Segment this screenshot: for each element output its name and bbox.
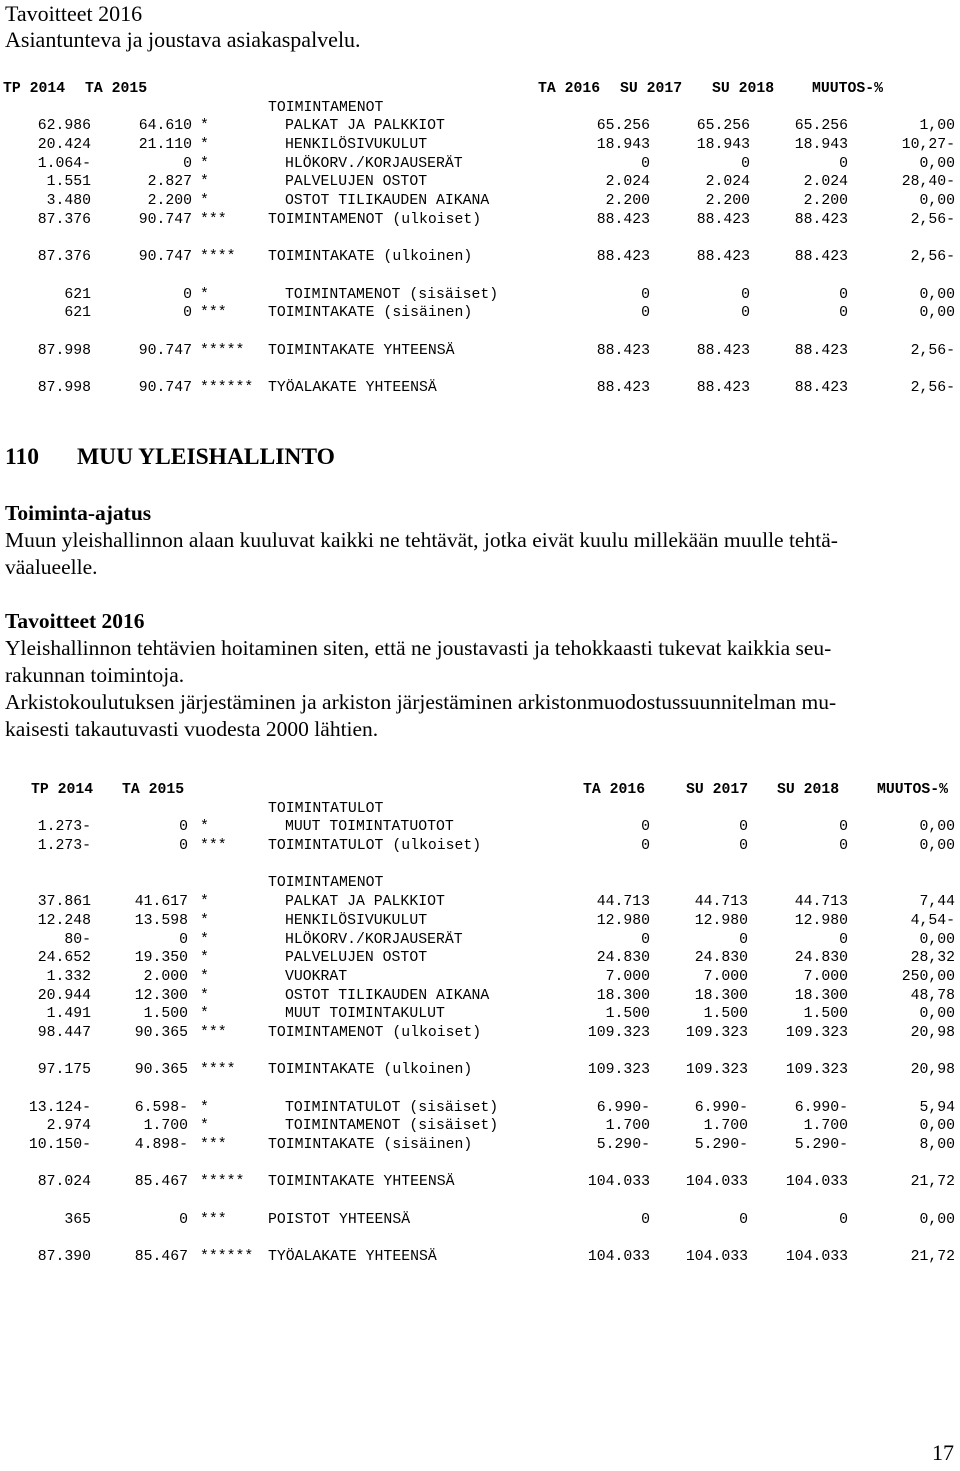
table-row (0, 1136, 960, 1155)
idea-heading: Toiminta-ajatus (5, 501, 152, 525)
cell-tp2014: 37.861 (37, 894, 91, 911)
table-row (0, 987, 960, 1006)
cell-level-marker: * (200, 931, 209, 948)
cell-change-pct: 1,00 (919, 118, 955, 135)
cell-ta2015: 90.365 (134, 1062, 188, 1079)
cell-change-pct: 250,00 (901, 968, 955, 985)
cell-tp2014: 87.376 (37, 211, 91, 228)
cell-tp2014: 87.376 (37, 249, 91, 266)
cell-ta2016: 1.700 (605, 1118, 650, 1135)
cell-ta2015: 1.700 (143, 1118, 188, 1135)
cell-tp2014: 1.491 (46, 1006, 91, 1023)
cell-su2017: 0 (739, 931, 748, 948)
group-title: TOIMINTAMENOT (268, 99, 384, 116)
page-number: 17 (932, 1440, 954, 1465)
cell-ta2015: 85.467 (134, 1174, 188, 1191)
cell-tp2014: 1.551 (46, 174, 91, 191)
cell-account-name: OSTOT TILIKAUDEN AIKANA (285, 193, 490, 210)
cell-ta2015: 0 (179, 819, 188, 836)
cell-ta2016: 2.024 (605, 174, 650, 191)
group-title-row (0, 874, 960, 893)
goals-text: Asiantunteva ja joustava asiakaspalvelu. (5, 27, 361, 52)
table-header-row (0, 80, 960, 99)
cell-tp2014: 98.447 (37, 1024, 91, 1041)
cell-su2017: 104.033 (685, 1174, 748, 1191)
cell-account-name: PALVELUJEN OSTOT (285, 950, 428, 967)
cell-level-marker: *** (200, 1211, 227, 1228)
group-title-row (0, 99, 960, 118)
cell-ta2015: 2.827 (147, 174, 192, 191)
table-row (0, 931, 960, 950)
cell-su2017: 2.200 (705, 193, 750, 210)
column-header: SU 2018 (712, 81, 775, 97)
cell-tp2014: 1.273- (37, 819, 91, 836)
cell-ta2016: 5.290- (596, 1137, 650, 1154)
goals-heading: Tavoitteet 2016 (5, 609, 145, 633)
cell-tp2014: 621 (64, 286, 91, 303)
table-row (0, 968, 960, 987)
goals-text-line: Arkistokoulutuksen järjestäminen ja arkiston järjestäminen arkistonmuodostussuunnitelman mu- (5, 690, 837, 714)
cell-ta2015: 0 (183, 155, 192, 172)
goals-text-line: kaisesti takautuvasti vuodesta 2000 lähtien. (5, 717, 379, 741)
column-header: SU 2018 (777, 782, 840, 798)
cell-account-name: TYÖALAKATE YHTEENSÄ (268, 1249, 437, 1266)
cell-account-name: TYÖALAKATE YHTEENSÄ (268, 380, 437, 396)
cell-change-pct: 21,72 (910, 1174, 955, 1191)
cell-su2018: 88.423 (794, 380, 848, 396)
cell-change-pct: 2,56- (910, 342, 955, 359)
cell-tp2014: 97.175 (37, 1062, 91, 1079)
table-row (0, 1099, 960, 1118)
cell-level-marker: * (200, 193, 209, 210)
cell-ta2016: 0 (641, 286, 650, 303)
cell-ta2015: 4.898- (134, 1137, 188, 1154)
cell-ta2016: 88.423 (596, 211, 650, 228)
cell-tp2014: 24.652 (37, 950, 91, 967)
cell-level-marker: **** (200, 1062, 236, 1079)
cell-change-pct: 0,00 (919, 155, 955, 172)
cell-change-pct: 48,78 (910, 987, 955, 1004)
cell-su2017: 12.980 (694, 912, 748, 929)
table-row (0, 1005, 960, 1024)
idea-text-line: Muun yleishallinnon alaan kuuluvat kaikki ne tehtävät, jotka eivät kuulu millekään muulle tehtä- (5, 528, 838, 552)
cell-account-name: VUOKRAT (285, 968, 348, 985)
cell-ta2016: 24.830 (596, 950, 650, 967)
cell-account-name: HENKILÖSIVUKULUT (285, 912, 428, 929)
cell-ta2015: 90.747 (138, 380, 192, 396)
cell-ta2016: 109.323 (587, 1024, 650, 1041)
cell-tp2014: 62.986 (37, 118, 91, 135)
cell-level-marker: * (200, 1006, 209, 1023)
cell-su2017: 88.423 (696, 380, 750, 396)
cell-su2017: 2.024 (705, 174, 750, 191)
cell-account-name: POISTOT YHTEENSÄ (268, 1211, 411, 1228)
cell-account-name: PALKAT JA PALKKIOT (285, 894, 445, 911)
cell-su2017: 0 (741, 286, 750, 303)
goals-text-line: Yleishallinnon tehtävien hoitaminen siten, että ne joustavasti ja tehokkaasti tukevat kaikkia seu- (5, 636, 832, 660)
cell-su2018: 1.500 (803, 1006, 848, 1023)
column-header: TA 2015 (85, 81, 148, 97)
group-title: TOIMINTAMENOT (268, 875, 384, 892)
top-goals-block (5, 0, 361, 53)
cell-level-marker: * (200, 174, 209, 191)
cell-su2018: 2.024 (803, 174, 848, 191)
cell-tp2014: 1.332 (46, 968, 91, 985)
cell-tp2014: 10.150- (28, 1137, 91, 1154)
cell-ta2015: 0 (183, 286, 192, 303)
cell-ta2015: 90.747 (138, 211, 192, 228)
cell-su2017: 44.713 (694, 894, 748, 911)
cell-su2017: 18.300 (694, 987, 748, 1004)
cell-ta2015: 12.300 (134, 987, 188, 1004)
cell-tp2014: 13.124- (28, 1099, 91, 1116)
cell-ta2015: 0 (179, 931, 188, 948)
table-row (0, 248, 960, 267)
cell-su2018: 65.256 (794, 118, 848, 135)
cell-su2017: 65.256 (696, 118, 750, 135)
cell-level-marker: * (200, 819, 209, 836)
cell-su2018: 0 (839, 1211, 848, 1228)
cell-level-marker: * (200, 912, 209, 929)
cell-tp2014: 80- (64, 931, 91, 948)
goals-text-line: rakunnan toimintoja. (5, 663, 185, 687)
cell-su2018: 5.290- (794, 1137, 848, 1154)
column-header: TP 2014 (3, 81, 66, 97)
cell-account-name: HENKILÖSIVUKULUT (285, 137, 428, 154)
cell-su2017: 109.323 (685, 1024, 748, 1041)
column-header: TA 2016 (538, 81, 601, 97)
cell-change-pct: 0,00 (919, 193, 955, 210)
cell-su2017: 88.423 (696, 249, 750, 266)
cell-account-name: MUUT TOIMINTAKULUT (285, 1006, 445, 1023)
cell-account-name: TOIMINTAMENOT (sisäiset) (285, 286, 499, 303)
cell-su2017: 88.423 (696, 211, 750, 228)
cell-level-marker: *** (200, 211, 227, 228)
cell-ta2016: 0 (641, 1211, 650, 1228)
cell-ta2016: 88.423 (596, 342, 650, 359)
cell-ta2016: 65.256 (596, 118, 650, 135)
cell-account-name: TOIMINTAKATE (sisäinen) (268, 305, 473, 322)
table-row (0, 117, 960, 136)
cell-account-name: MUUT TOIMINTATUOTOT (285, 819, 454, 836)
cell-account-name: TOIMINTAKATE (ulkoinen) (268, 1062, 473, 1079)
cell-change-pct: 0,00 (919, 819, 955, 836)
cell-level-marker: *** (200, 838, 227, 855)
cell-change-pct: 0,00 (919, 1006, 955, 1023)
cell-tp2014: 87.024 (37, 1174, 91, 1191)
cell-su2017: 0 (741, 155, 750, 172)
table-row (0, 136, 960, 155)
cell-change-pct: 0,00 (919, 1211, 955, 1228)
cell-tp2014: 87.390 (37, 1249, 91, 1266)
cell-level-marker: * (200, 1118, 209, 1135)
cell-level-marker: * (200, 286, 209, 303)
cell-level-marker: ***** (200, 1174, 245, 1191)
cell-level-marker: *** (200, 305, 227, 322)
cell-su2018: 109.323 (785, 1062, 848, 1079)
cell-su2017: 104.033 (685, 1249, 748, 1266)
cell-ta2015: 41.617 (134, 894, 188, 911)
cell-level-marker: * (200, 987, 209, 1004)
cell-ta2015: 6.598- (134, 1099, 188, 1116)
cell-level-marker: * (200, 155, 209, 172)
cell-su2017: 109.323 (685, 1062, 748, 1079)
column-header: MUUTOS-% (877, 782, 949, 798)
cell-ta2016: 0 (641, 931, 650, 948)
cell-su2018: 109.323 (785, 1024, 848, 1041)
cell-change-pct: 0,00 (919, 931, 955, 948)
cell-tp2014: 1.273- (37, 838, 91, 855)
cell-ta2016: 6.990- (596, 1099, 650, 1116)
cell-su2017: 0 (741, 305, 750, 322)
cell-level-marker: ****** (200, 380, 254, 396)
cell-su2017: 1.500 (703, 1006, 748, 1023)
cell-account-name: PALVELUJEN OSTOT (285, 174, 428, 191)
cell-change-pct: 0,00 (919, 286, 955, 303)
cell-change-pct: 2,56- (910, 249, 955, 266)
cell-account-name: TOIMINTAKATE YHTEENSÄ (268, 342, 455, 359)
table-row (0, 211, 960, 230)
cell-ta2015: 21.110 (138, 137, 192, 154)
table-row (0, 893, 960, 912)
cell-account-name: TOIMINTAKATE YHTEENSÄ (268, 1174, 455, 1191)
column-header: TA 2016 (583, 782, 646, 798)
table-row (0, 1248, 960, 1267)
cell-su2018: 7.000 (803, 968, 848, 985)
cell-tp2014: 3.480 (46, 193, 91, 210)
cell-su2018: 88.423 (794, 342, 848, 359)
cell-su2017: 0 (739, 819, 748, 836)
cell-change-pct: 4,54- (910, 912, 955, 929)
cell-su2018: 0 (839, 819, 848, 836)
cell-ta2015: 90.747 (138, 249, 192, 266)
cell-su2018: 104.033 (785, 1174, 848, 1191)
cell-ta2015: 0 (183, 305, 192, 322)
group-title-row (0, 800, 960, 819)
cell-level-marker: ***** (200, 342, 245, 359)
cell-level-marker: *** (200, 1137, 227, 1154)
cell-su2018: 0 (839, 155, 848, 172)
cell-su2018: 2.200 (803, 193, 848, 210)
cell-ta2016: 7.000 (605, 968, 650, 985)
table-row (0, 286, 960, 305)
cell-account-name: TOIMINTATULOT (ulkoiset) (268, 838, 482, 855)
cell-change-pct: 8,00 (919, 1137, 955, 1154)
section-number: 110 (5, 444, 39, 470)
cell-level-marker: **** (200, 249, 236, 266)
cell-account-name: TOIMINTAKATE (sisäinen) (268, 1137, 473, 1154)
cell-level-marker: * (200, 894, 209, 911)
cell-su2018: 18.943 (794, 137, 848, 154)
cell-su2018: 88.423 (794, 249, 848, 266)
cell-tp2014: 12.248 (37, 912, 91, 929)
cell-change-pct: 0,00 (919, 1118, 955, 1135)
cell-level-marker: * (200, 118, 209, 135)
cell-account-name: OSTOT TILIKAUDEN AIKANA (285, 987, 490, 1004)
cell-ta2015: 90.747 (138, 342, 192, 359)
cell-change-pct: 2,56- (910, 380, 955, 396)
cell-ta2016: 0 (641, 155, 650, 172)
table-row (0, 1061, 960, 1080)
cell-level-marker: *** (200, 1024, 227, 1041)
cell-account-name: TOIMINTAKATE (ulkoinen) (268, 249, 473, 266)
cell-tp2014: 1.064- (37, 155, 91, 172)
section-body (5, 500, 955, 743)
cell-account-name: TOIMINTAMENOT (ulkoiset) (268, 211, 482, 228)
cell-ta2015: 64.610 (138, 118, 192, 135)
cell-change-pct: 28,32 (910, 950, 955, 967)
column-header: SU 2017 (686, 782, 749, 798)
cell-ta2016: 12.980 (596, 912, 650, 929)
cell-tp2014: 20.944 (37, 987, 91, 1004)
cell-level-marker: * (200, 950, 209, 967)
table-row (0, 173, 960, 192)
cell-su2018: 88.423 (794, 211, 848, 228)
cell-su2017: 6.990- (694, 1099, 748, 1116)
cell-account-name: TOIMINTAMENOT (ulkoiset) (268, 1024, 482, 1041)
cell-account-name: PALKAT JA PALKKIOT (285, 118, 445, 135)
cell-change-pct: 7,44 (919, 894, 955, 911)
column-header: MUUTOS-% (812, 81, 884, 97)
cell-su2017: 18.943 (696, 137, 750, 154)
cell-ta2016: 18.300 (596, 987, 650, 1004)
cell-su2017: 24.830 (694, 950, 748, 967)
cell-su2018: 0 (839, 931, 848, 948)
cell-tp2014: 87.998 (37, 342, 91, 359)
cell-ta2016: 88.423 (596, 380, 650, 396)
table-row (0, 192, 960, 211)
cell-ta2016: 0 (641, 819, 650, 836)
budget-table-2 (0, 781, 960, 1267)
table-row (0, 912, 960, 931)
cell-su2018: 0 (839, 838, 848, 855)
cell-change-pct: 10,27- (901, 137, 955, 154)
cell-level-marker: ****** (200, 1249, 254, 1266)
cell-ta2015: 13.598 (134, 912, 188, 929)
cell-su2018: 0 (839, 286, 848, 303)
cell-level-marker: * (200, 137, 209, 154)
cell-ta2016: 0 (641, 305, 650, 322)
cell-level-marker: * (200, 968, 209, 985)
cell-change-pct: 20,98 (910, 1024, 955, 1041)
cell-su2018: 44.713 (794, 894, 848, 911)
cell-su2018: 1.700 (803, 1118, 848, 1135)
cell-change-pct: 5,94 (919, 1099, 955, 1116)
column-header: SU 2017 (620, 81, 683, 97)
cell-change-pct: 2,56- (910, 211, 955, 228)
cell-su2017: 0 (739, 838, 748, 855)
cell-account-name: HLÖKORV./KORJAUSERÄT (285, 155, 463, 172)
cell-change-pct: 28,40- (901, 174, 955, 191)
cell-tp2014: 2.974 (46, 1118, 91, 1135)
idea-text-line: väalueelle. (5, 555, 98, 579)
cell-su2018: 0 (839, 305, 848, 322)
table-row (0, 304, 960, 323)
cell-ta2016: 0 (641, 838, 650, 855)
cell-ta2015: 0 (179, 1211, 188, 1228)
table-row (0, 837, 960, 856)
group-title: TOIMINTATULOT (268, 800, 384, 817)
table-row (0, 1117, 960, 1136)
cell-ta2015: 90.365 (134, 1024, 188, 1041)
table-row (0, 342, 960, 361)
cell-ta2016: 88.423 (596, 249, 650, 266)
section-title: MUU YLEISHALLINTO (77, 444, 335, 470)
cell-tp2014: 621 (64, 305, 91, 322)
table-row (0, 1024, 960, 1043)
cell-su2018: 18.300 (794, 987, 848, 1004)
cell-account-name: TOIMINTATULOT (sisäiset) (285, 1099, 499, 1116)
cell-ta2015: 2.000 (143, 968, 188, 985)
cell-account-name: TOIMINTAMENOT (sisäiset) (285, 1118, 499, 1135)
cell-su2018: 104.033 (785, 1249, 848, 1266)
table-row (0, 155, 960, 174)
column-header: TA 2015 (122, 782, 185, 798)
cell-level-marker: * (200, 1099, 209, 1116)
cell-ta2016: 2.200 (605, 193, 650, 210)
cell-ta2016: 104.033 (587, 1174, 650, 1191)
budget-table-1 (0, 80, 960, 398)
goals-heading: Tavoitteet 2016 (5, 1, 143, 26)
column-header: TP 2014 (31, 782, 94, 798)
table-row (0, 949, 960, 968)
cell-ta2015: 85.467 (134, 1249, 188, 1266)
cell-ta2016: 109.323 (587, 1062, 650, 1079)
cell-ta2016: 44.713 (596, 894, 650, 911)
table-row (0, 1211, 960, 1230)
cell-ta2016: 1.500 (605, 1006, 650, 1023)
cell-su2017: 88.423 (696, 342, 750, 359)
cell-ta2016: 104.033 (587, 1249, 650, 1266)
section-header (5, 444, 335, 471)
cell-ta2016: 18.943 (596, 137, 650, 154)
cell-su2018: 24.830 (794, 950, 848, 967)
cell-su2018: 6.990- (794, 1099, 848, 1116)
table-row (0, 818, 960, 837)
cell-su2017: 7.000 (703, 968, 748, 985)
cell-su2017: 0 (739, 1211, 748, 1228)
cell-change-pct: 20,98 (910, 1062, 955, 1079)
cell-ta2015: 19.350 (134, 950, 188, 967)
cell-change-pct: 21,72 (910, 1249, 955, 1266)
cell-ta2015: 2.200 (147, 193, 192, 210)
cell-change-pct: 0,00 (919, 305, 955, 322)
table-row (0, 1173, 960, 1192)
cell-tp2014: 20.424 (37, 137, 91, 154)
table-header-row (0, 781, 960, 800)
cell-su2017: 1.700 (703, 1118, 748, 1135)
cell-account-name: HLÖKORV./KORJAUSERÄT (285, 931, 463, 948)
cell-su2018: 12.980 (794, 912, 848, 929)
cell-tp2014: 365 (64, 1211, 91, 1228)
cell-su2017: 5.290- (694, 1137, 748, 1154)
cell-ta2015: 1.500 (143, 1006, 188, 1023)
cell-change-pct: 0,00 (919, 838, 955, 855)
cell-ta2015: 0 (179, 838, 188, 855)
cell-tp2014: 87.998 (37, 380, 91, 396)
table-row (0, 379, 960, 398)
